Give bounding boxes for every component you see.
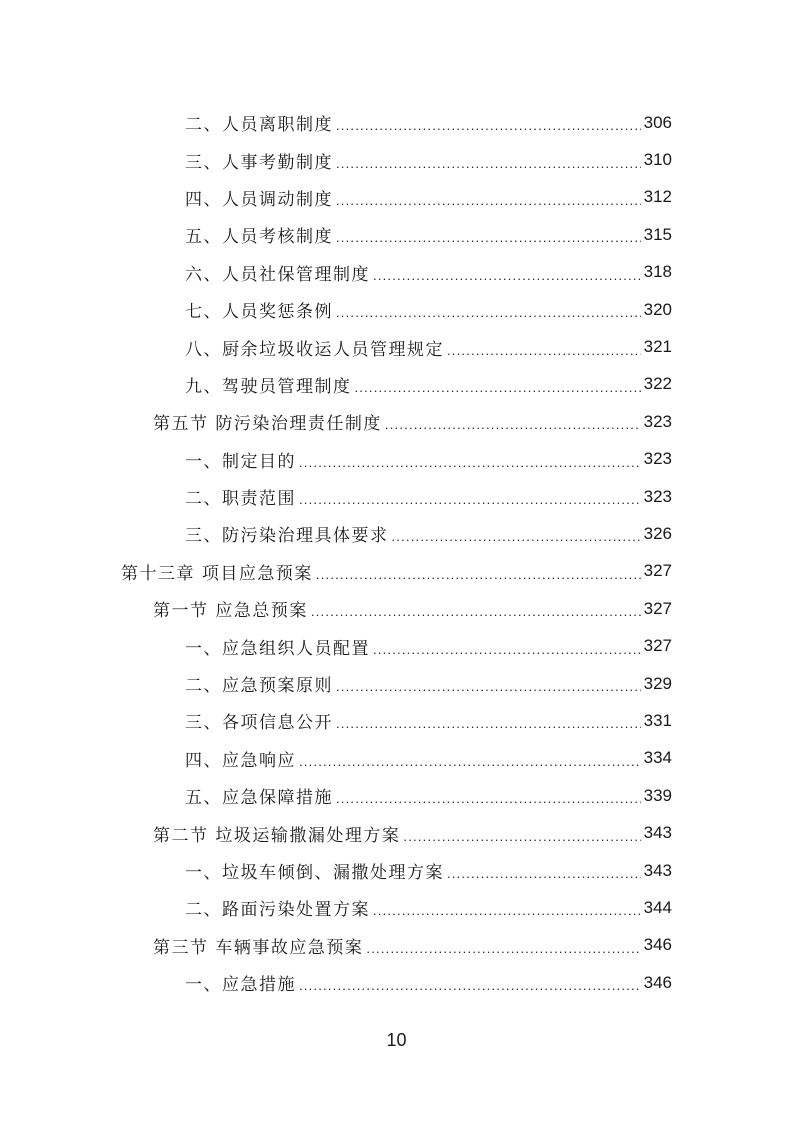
dot-leader bbox=[336, 230, 641, 245]
toc-entry-title: 三、人事考勤制度 bbox=[185, 152, 333, 173]
toc-entry-page: 310 bbox=[643, 150, 672, 170]
dot-leader bbox=[299, 754, 641, 769]
toc-entry-title: 五、人员考核制度 bbox=[185, 227, 333, 248]
toc-entry[interactable] bbox=[0, 964, 793, 1001]
toc-entry-title: 第二节 垃圾运输撒漏处理方案 bbox=[153, 825, 401, 846]
dot-leader bbox=[316, 567, 641, 582]
toc-entry-page: 334 bbox=[643, 748, 672, 768]
toc-entry[interactable] bbox=[0, 515, 793, 552]
toc-entry-title: 第十三章 项目应急预案 bbox=[121, 563, 313, 584]
toc-entry[interactable] bbox=[0, 366, 793, 403]
toc-chapter-entry[interactable] bbox=[0, 553, 793, 590]
toc-section-entry[interactable] bbox=[0, 814, 793, 851]
toc-entry[interactable] bbox=[0, 254, 793, 291]
toc-entry-title: 二、路面污染处置方案 bbox=[185, 900, 370, 921]
toc-entry-page: 344 bbox=[643, 897, 672, 917]
dot-leader bbox=[385, 417, 641, 432]
dot-leader bbox=[336, 305, 641, 320]
toc-entry-page: 323 bbox=[643, 486, 672, 506]
toc-entry-title: 一、应急组织人员配置 bbox=[185, 638, 370, 659]
toc-entry-title: 四、应急响应 bbox=[185, 750, 296, 771]
toc-entry-page: 331 bbox=[643, 710, 672, 730]
toc-entry[interactable] bbox=[0, 478, 793, 515]
toc-entry[interactable] bbox=[0, 627, 793, 664]
dot-leader bbox=[373, 903, 641, 918]
toc-entry-page: 327 bbox=[643, 636, 672, 656]
toc-entry-title: 六、人员社保管理制度 bbox=[185, 264, 370, 285]
toc-entry[interactable] bbox=[0, 740, 793, 777]
toc-entry-page: 343 bbox=[643, 823, 672, 843]
toc-entry-title: 二、职责范围 bbox=[185, 489, 296, 510]
dot-leader bbox=[336, 791, 641, 806]
toc-entry-title: 八、厨余垃圾收运人员管理规定 bbox=[185, 339, 444, 360]
toc-entry-page: 321 bbox=[643, 337, 672, 357]
dot-leader bbox=[336, 118, 641, 133]
dot-leader bbox=[336, 716, 641, 731]
toc-entry-page: 320 bbox=[643, 299, 672, 319]
toc-entry[interactable] bbox=[0, 104, 793, 141]
toc-entry-title: 二、应急预案原则 bbox=[185, 676, 333, 697]
toc-entry-page: 312 bbox=[643, 187, 672, 207]
toc-entry-page: 326 bbox=[643, 523, 672, 543]
toc-entry-page: 346 bbox=[643, 935, 672, 955]
toc-entry-title: 第三节 车辆事故应急预案 bbox=[153, 937, 364, 958]
toc-section-entry[interactable] bbox=[0, 403, 793, 440]
toc-entry[interactable] bbox=[0, 328, 793, 365]
toc-entry-page: 339 bbox=[643, 785, 672, 805]
toc-entry[interactable] bbox=[0, 665, 793, 702]
toc-entry-title: 第五节 防污染治理责任制度 bbox=[153, 414, 382, 435]
dot-leader bbox=[299, 978, 641, 993]
toc-section-entry[interactable] bbox=[0, 927, 793, 964]
toc-entry[interactable] bbox=[0, 441, 793, 478]
toc-entry-title: 第一节 应急总预案 bbox=[153, 601, 308, 622]
table-of-contents bbox=[0, 104, 793, 1001]
toc-entry[interactable] bbox=[0, 141, 793, 178]
dot-leader bbox=[355, 380, 641, 395]
dot-leader bbox=[311, 604, 641, 619]
toc-entry-page: 318 bbox=[643, 262, 672, 282]
toc-entry[interactable] bbox=[0, 852, 793, 889]
page-number: 10 bbox=[386, 1030, 407, 1050]
dot-leader bbox=[447, 343, 641, 358]
toc-entry-title: 一、应急措施 bbox=[185, 975, 296, 996]
toc-entry[interactable] bbox=[0, 179, 793, 216]
toc-entry-title: 一、制定目的 bbox=[185, 451, 296, 472]
toc-entry-title: 四、人员调动制度 bbox=[185, 189, 333, 210]
toc-entry-page: 322 bbox=[643, 374, 672, 394]
toc-entry-page: 346 bbox=[643, 972, 672, 992]
toc-entry-page: 327 bbox=[643, 598, 672, 618]
toc-entry-title: 五、应急保障措施 bbox=[185, 788, 333, 809]
toc-entry-page: 327 bbox=[643, 561, 672, 581]
toc-entry-title: 九、驾驶员管理制度 bbox=[185, 376, 352, 397]
dot-leader bbox=[373, 642, 641, 657]
dot-leader bbox=[336, 156, 641, 171]
toc-entry-title: 三、各项信息公开 bbox=[185, 713, 333, 734]
toc-entry[interactable] bbox=[0, 702, 793, 739]
dot-leader bbox=[336, 679, 641, 694]
toc-section-entry[interactable] bbox=[0, 590, 793, 627]
toc-entry-page: 329 bbox=[643, 673, 672, 693]
dot-leader bbox=[392, 529, 641, 544]
dot-leader bbox=[336, 193, 641, 208]
dot-leader bbox=[366, 941, 640, 956]
toc-entry-page: 343 bbox=[643, 860, 672, 880]
toc-entry-page: 315 bbox=[643, 224, 672, 244]
toc-entry-title: 二、人员离职制度 bbox=[185, 115, 333, 136]
dot-leader bbox=[447, 866, 641, 881]
toc-entry[interactable] bbox=[0, 216, 793, 253]
toc-entry[interactable] bbox=[0, 291, 793, 328]
dot-leader bbox=[403, 829, 640, 844]
toc-entry-page: 323 bbox=[643, 449, 672, 469]
dot-leader bbox=[299, 455, 641, 470]
dot-leader bbox=[299, 492, 641, 507]
toc-entry-title: 一、垃圾车倾倒、漏撒处理方案 bbox=[185, 863, 444, 883]
dot-leader bbox=[373, 268, 641, 283]
toc-entry[interactable] bbox=[0, 889, 793, 926]
toc-entry-page: 306 bbox=[643, 112, 672, 132]
toc-entry-page: 323 bbox=[643, 411, 672, 431]
toc-entry-title: 七、人员奖惩条例 bbox=[185, 302, 333, 323]
toc-entry[interactable] bbox=[0, 777, 793, 814]
toc-entry-title: 三、防污染治理具体要求 bbox=[185, 526, 389, 547]
